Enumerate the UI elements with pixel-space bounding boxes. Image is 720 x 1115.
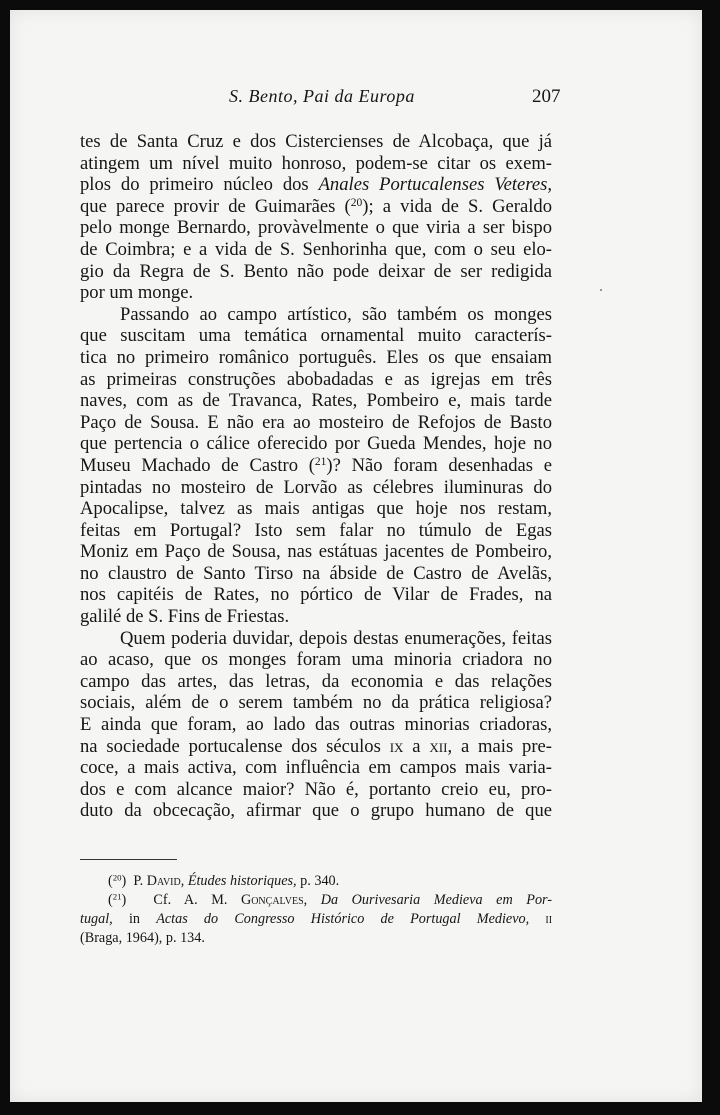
text-line: Passando ao campo artístico, são também os monges [120,303,552,325]
text-line [80,196,552,218]
text-line: sociais, além de o serem também no da prática religiosa? [80,692,552,714]
text-line [80,736,552,758]
text-line: Quem poderia duvidar, depois destas enumerações, feitas [120,627,552,649]
text-run: )? Não foram desenhadas e [326,454,552,476]
text-line: atingem um nível muito honroso, podem-se citar os exem- [80,152,552,174]
text-line: duto da obcecação, afirmar que o grupo humano de que [80,800,552,822]
footnote-source: Actas do Congresso Histórico de Portugal Medievo, [156,911,530,927]
text-line [80,455,552,477]
text-run: , a mais pre- [447,735,552,757]
footnote-marker: 21 [112,891,122,902]
text-line: dos e com alcance maior? Não é, portanto creio eu, pro- [80,778,552,800]
footnote-21: ($^{21}$) Cf. A. M. Gonçalves, Da Ourivesaria Medieva em Por- [108,891,552,908]
footnote-divider [80,859,177,860]
footnote-title: Études historiques, [187,873,297,889]
roman-numeral: xii [429,735,448,757]
text-run: que parece provir de Guimarães ( [80,195,351,217]
text-line: naves, com as de Travanca, Rates, Pombeiro e, mais tarde [80,390,552,412]
footnote-20: ($^{20}$) P. David, Études historiques, p. 340. [108,872,340,889]
text-line: pintadas no mosteiro de Lorvão as célebres iluminuras do [80,476,552,498]
footnote-title: tugal, [80,911,113,927]
footnote-author: Gonçalves, [240,892,308,908]
text-line: de Coimbra; e a vida de S. Senhorinha que, com o seu elo- [80,238,552,260]
italic-title: Anales Portucalenses Veteres, [318,174,552,196]
scan-speck [600,289,602,291]
text-line [80,174,552,196]
text-line: tes de Santa Cruz e dos Cistercienses de Alcobaça, que já [80,131,552,152]
footnote-ref: 20 [350,197,363,210]
text-run: na sociedade portucalense dos séculos [80,735,381,757]
footnote-marker: 20 [112,872,122,883]
text-line: as primeiras construções abobadadas e as igrejas em três [80,368,552,390]
text-line: no claustro de Santo Tirso na ábside de Castro de Avelãs, [80,562,552,584]
roman-numeral: ii [545,911,553,927]
footnote-21-cont [80,910,552,929]
text-line: Moniz em Paço de Sousa, nas estátuas jacentes de Pombeiro, [80,541,552,563]
text-line: Apocalipse, talvez as mais antigas que hoje nos restam, [80,498,552,520]
page-header [0,86,720,110]
text-run: ); a vida de S. Geraldo [362,195,552,217]
footnote-21-end: (Braga, 1964), p. 134. [80,930,205,946]
text-line: E ainda que foram, ao lado das outras minorias criadoras, [80,714,552,736]
text-line: Paço de Sousa. E não era ao mosteiro de Refojos de Basto [80,411,552,433]
footnote-title: Da Ourivesaria Medieva em Por- [320,892,552,908]
text-line: ao acaso, que os monges foram uma minoria criadora no [80,649,552,671]
body-text [80,131,552,822]
text-line: gio da Regra de S. Bento não pode deixar de ser redigida [80,260,552,282]
text-line: coce, a mais activa, com influência em campos mais varia- [80,757,552,779]
text-line: pelo monge Bernardo, provàvelmente o que viria a ser bispo [80,217,552,239]
footnote-text: p. 340. [300,873,340,889]
text-line: galilé de S. Fins de Friestas. [80,606,290,628]
page-number: 207 [532,86,561,107]
roman-numeral: ix [389,735,404,757]
running-title: S. Bento, Pai da Europa [229,86,415,106]
footnotes [80,872,552,948]
text-run: a [412,735,421,757]
text-run: plos do primeiro núcleo dos [80,174,309,196]
text-run: Museu Machado de Castro ( [80,454,315,476]
text-line: tica no primeiro românico português. Eles os que ensaiam [80,346,552,368]
footnote-text: in [128,911,140,927]
footnote-ref: 21 [314,456,327,469]
text-line: que pertencia o cálice oferecido por Gueda Mendes, hoje no [80,433,552,455]
footnote-author: P. David, [133,873,185,889]
text-line: por um monge. [80,282,194,304]
text-line: nos capitéis de Rates, no pórtico de Vilar de Frades, na [80,584,552,606]
text-line: que suscitam uma temática ornamental muito caracterís- [80,325,552,347]
text-line: feitas em Portugal? Isto sem falar no túmulo de Egas [80,519,552,541]
footnote-text: Cf. A. M. [153,892,228,908]
text-line: campo das artes, das letras, da economia e das relações [80,670,552,692]
